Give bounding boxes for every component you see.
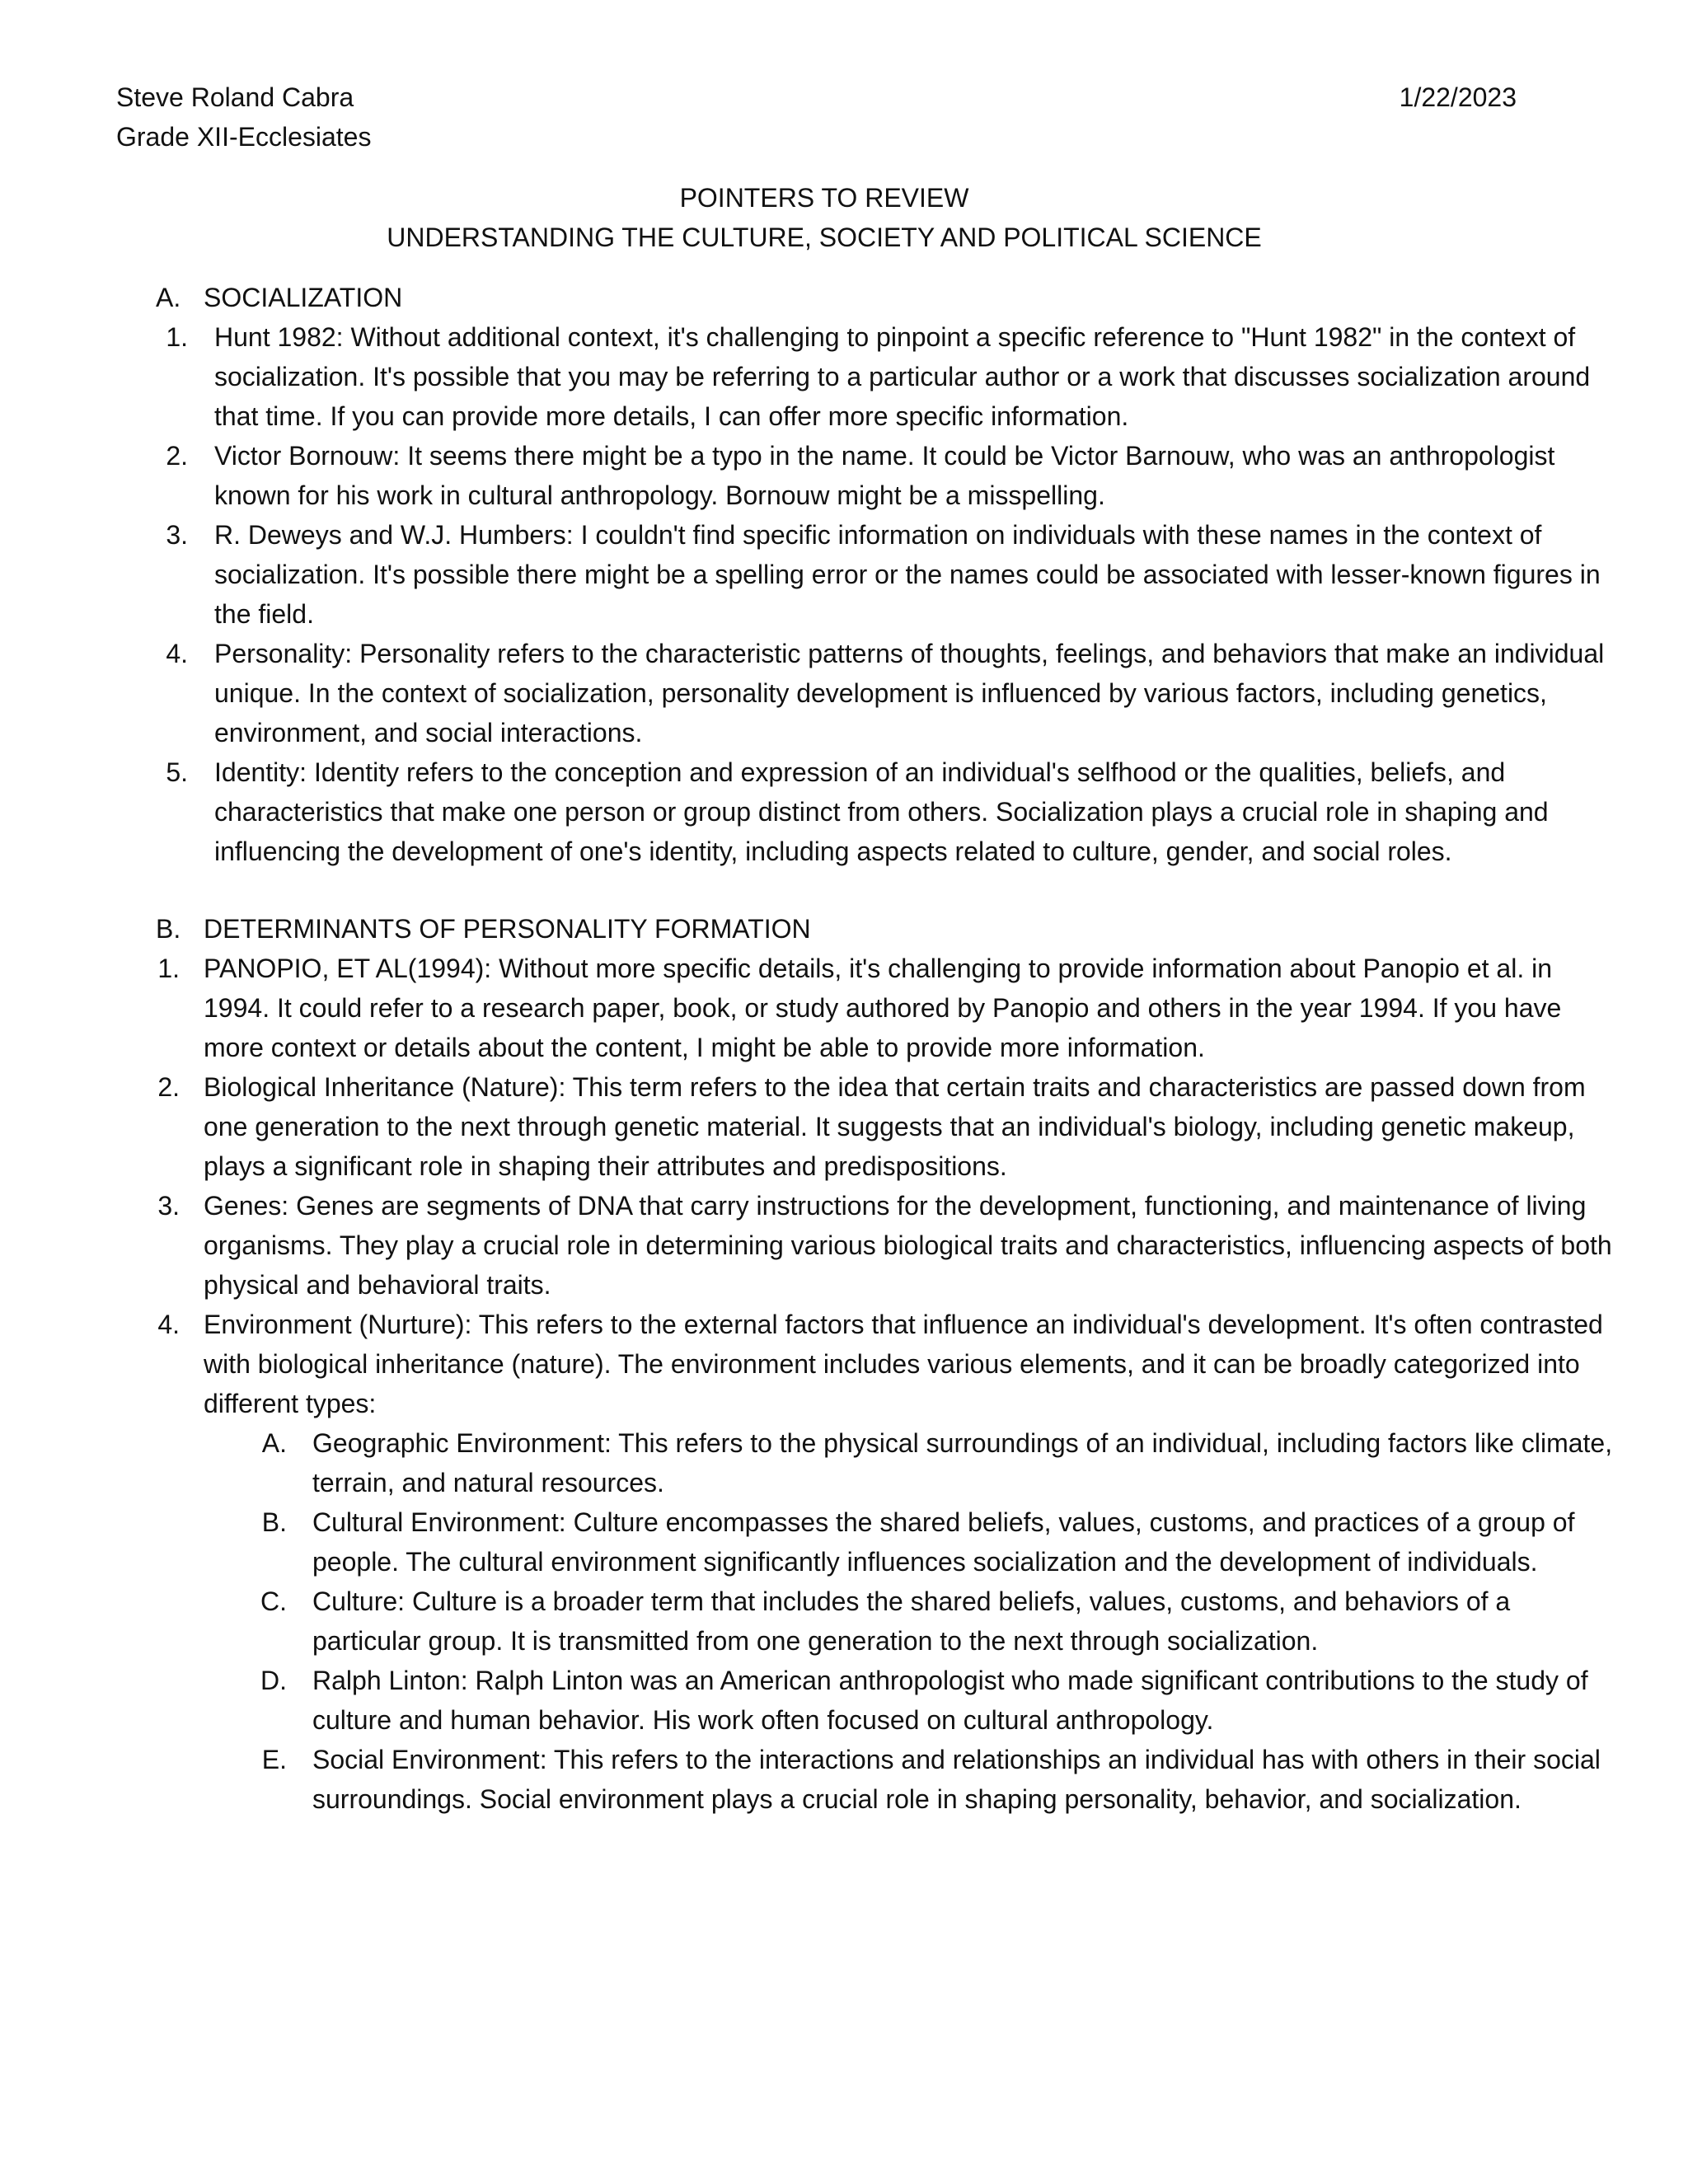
section-determinants	[0, 909, 1688, 1819]
list-item-number: 4.	[166, 639, 188, 668]
list-item-text: Hunt 1982: Without additional context, it's challenging to pinpoint a specific reference to "Hunt 1982" in the context of socialization. It's possible that you may be referring to a particular author or a work that discusses socialization around that time. If you can provide more details, I can offer more specific information.	[214, 322, 1591, 431]
list-item-text: Identity: Identity refers to the conception and expression of an individual's selfhood or the qualities, beliefs, and characteristics that make one person or group distinct from others. Socialization plays a crucial role in shaping and influencing the development of one's identity, including aspects related to culture, gender, and social roles.	[214, 757, 1549, 866]
list-item	[0, 949, 1688, 1067]
sub-list-item-text: Social Environment: This refers to the interactions and relationships an individual has with others in their social surroundings. Social environment plays a crucial role in shaping personality, behavior, and socialization.	[312, 1745, 1601, 1814]
section-letter: A.	[156, 283, 181, 312]
list-item	[0, 752, 1688, 871]
sub-list-item	[0, 1502, 1688, 1582]
list-item-number: 2.	[157, 1072, 180, 1102]
sub-list-item-letter: C.	[260, 1586, 287, 1616]
student-info	[116, 77, 371, 157]
list-item-number: 1.	[166, 322, 188, 352]
student-name: Steve Roland Cabra	[116, 82, 354, 112]
list-item-text: Environment (Nurture): This refers to the external factors that influence an individual's development. It's often contrasted with biological inheritance (nature). The environment includes various elements, and it can be broadly categorized into different types:	[204, 1310, 1603, 1418]
list-item	[0, 436, 1688, 515]
section-letter: B.	[156, 914, 181, 944]
sub-list-item	[0, 1661, 1688, 1740]
document-date: 1/22/2023	[1399, 82, 1517, 112]
document-title-block	[0, 178, 1648, 257]
section-title: DETERMINANTS OF PERSONALITY FORMATION	[204, 914, 811, 944]
list-item-text: Genes: Genes are segments of DNA that carry instructions for the development, functioning, and maintenance of living organisms. They play a crucial role in determining various biological traits and characteristics, influencing aspects of both physical and behavioral traits.	[204, 1191, 1612, 1300]
environment-types-list	[0, 1423, 1688, 1819]
section-heading	[0, 278, 1688, 317]
list-item-number: 3.	[157, 1191, 180, 1221]
list-item-number: 3.	[166, 520, 188, 550]
section-title: SOCIALIZATION	[204, 283, 403, 312]
sub-list-item-letter: E.	[261, 1745, 287, 1774]
list-item	[0, 1305, 1688, 1423]
list-item	[0, 1067, 1688, 1186]
sub-list-item-letter: D.	[260, 1666, 287, 1695]
sub-list-item-letter: A.	[261, 1428, 287, 1458]
sub-list-item-text: Ralph Linton: Ralph Linton was an American anthropologist who made significant contributions to the study of culture and human behavior. His work often focused on cultural anthropology.	[312, 1666, 1588, 1735]
list-item-text: PANOPIO, ET AL(1994): Without more specific details, it's challenging to provide information about Panopio et al. in 1994. It could refer to a research paper, book, or study authored by Panopio and others in the year 1994. If you have more context or details about the content, I might be able to provide more information.	[204, 954, 1562, 1062]
list-item-number: 1.	[157, 954, 180, 983]
sub-list-item-text: Cultural Environment: Culture encompasses the shared beliefs, values, customs, and practices of a group of people. The cultural environment significantly influences socialization and the development of individuals.	[312, 1507, 1575, 1577]
list-item-text: Biological Inheritance (Nature): This term refers to the idea that certain traits and characteristics are passed down from one generation to the next through genetic material. It suggests that an individual's biology, including genetic makeup, plays a significant role in shaping their attributes and predispositions.	[204, 1072, 1586, 1181]
document-subtitle: UNDERSTANDING THE CULTURE, SOCIETY AND POLITICAL SCIENCE	[387, 223, 1262, 252]
sub-list-item-text: Culture: Culture is a broader term that includes the shared beliefs, values, customs, and behaviors of a particular group. It is transmitted from one generation to the next through socialization.	[312, 1586, 1511, 1656]
list-item-number: 5.	[166, 757, 188, 787]
sub-list-item-letter: B.	[261, 1507, 287, 1537]
list-item	[0, 634, 1688, 752]
list-item	[0, 515, 1688, 634]
list-item-number: 2.	[166, 441, 188, 471]
list-item	[0, 1186, 1688, 1305]
section-heading	[0, 909, 1688, 949]
list-item-number: 4.	[157, 1310, 180, 1339]
section-socialization	[0, 278, 1688, 871]
sub-list-item	[0, 1423, 1688, 1502]
sub-list-item	[0, 1582, 1688, 1661]
student-grade: Grade XII-Ecclesiates	[116, 122, 372, 152]
sub-list-item	[0, 1740, 1688, 1819]
list-item-text: R. Deweys and W.J. Humbers: I couldn't find specific information on individuals with these names in the context of socialization. It's possible there might be a spelling error or the names could be associated with lesser-known figures in the field.	[214, 520, 1601, 629]
list-item-text: Victor Bornouw: It seems there might be a typo in the name. It could be Victor Barnouw, who was an anthropologist known for his work in cultural anthropology. Bornouw might be a misspelling.	[214, 441, 1555, 510]
list-item	[0, 317, 1688, 436]
sub-list-item-text: Geographic Environment: This refers to the physical surroundings of an individual, including factors like climate, terrain, and natural resources.	[312, 1428, 1613, 1497]
list-item-text: Personality: Personality refers to the characteristic patterns of thoughts, feelings, and behaviors that make an individual unique. In the context of socialization, personality development is influenced by various factors, including genetics, environment, and social interactions.	[214, 639, 1605, 748]
document-title: POINTERS TO REVIEW	[679, 183, 969, 213]
